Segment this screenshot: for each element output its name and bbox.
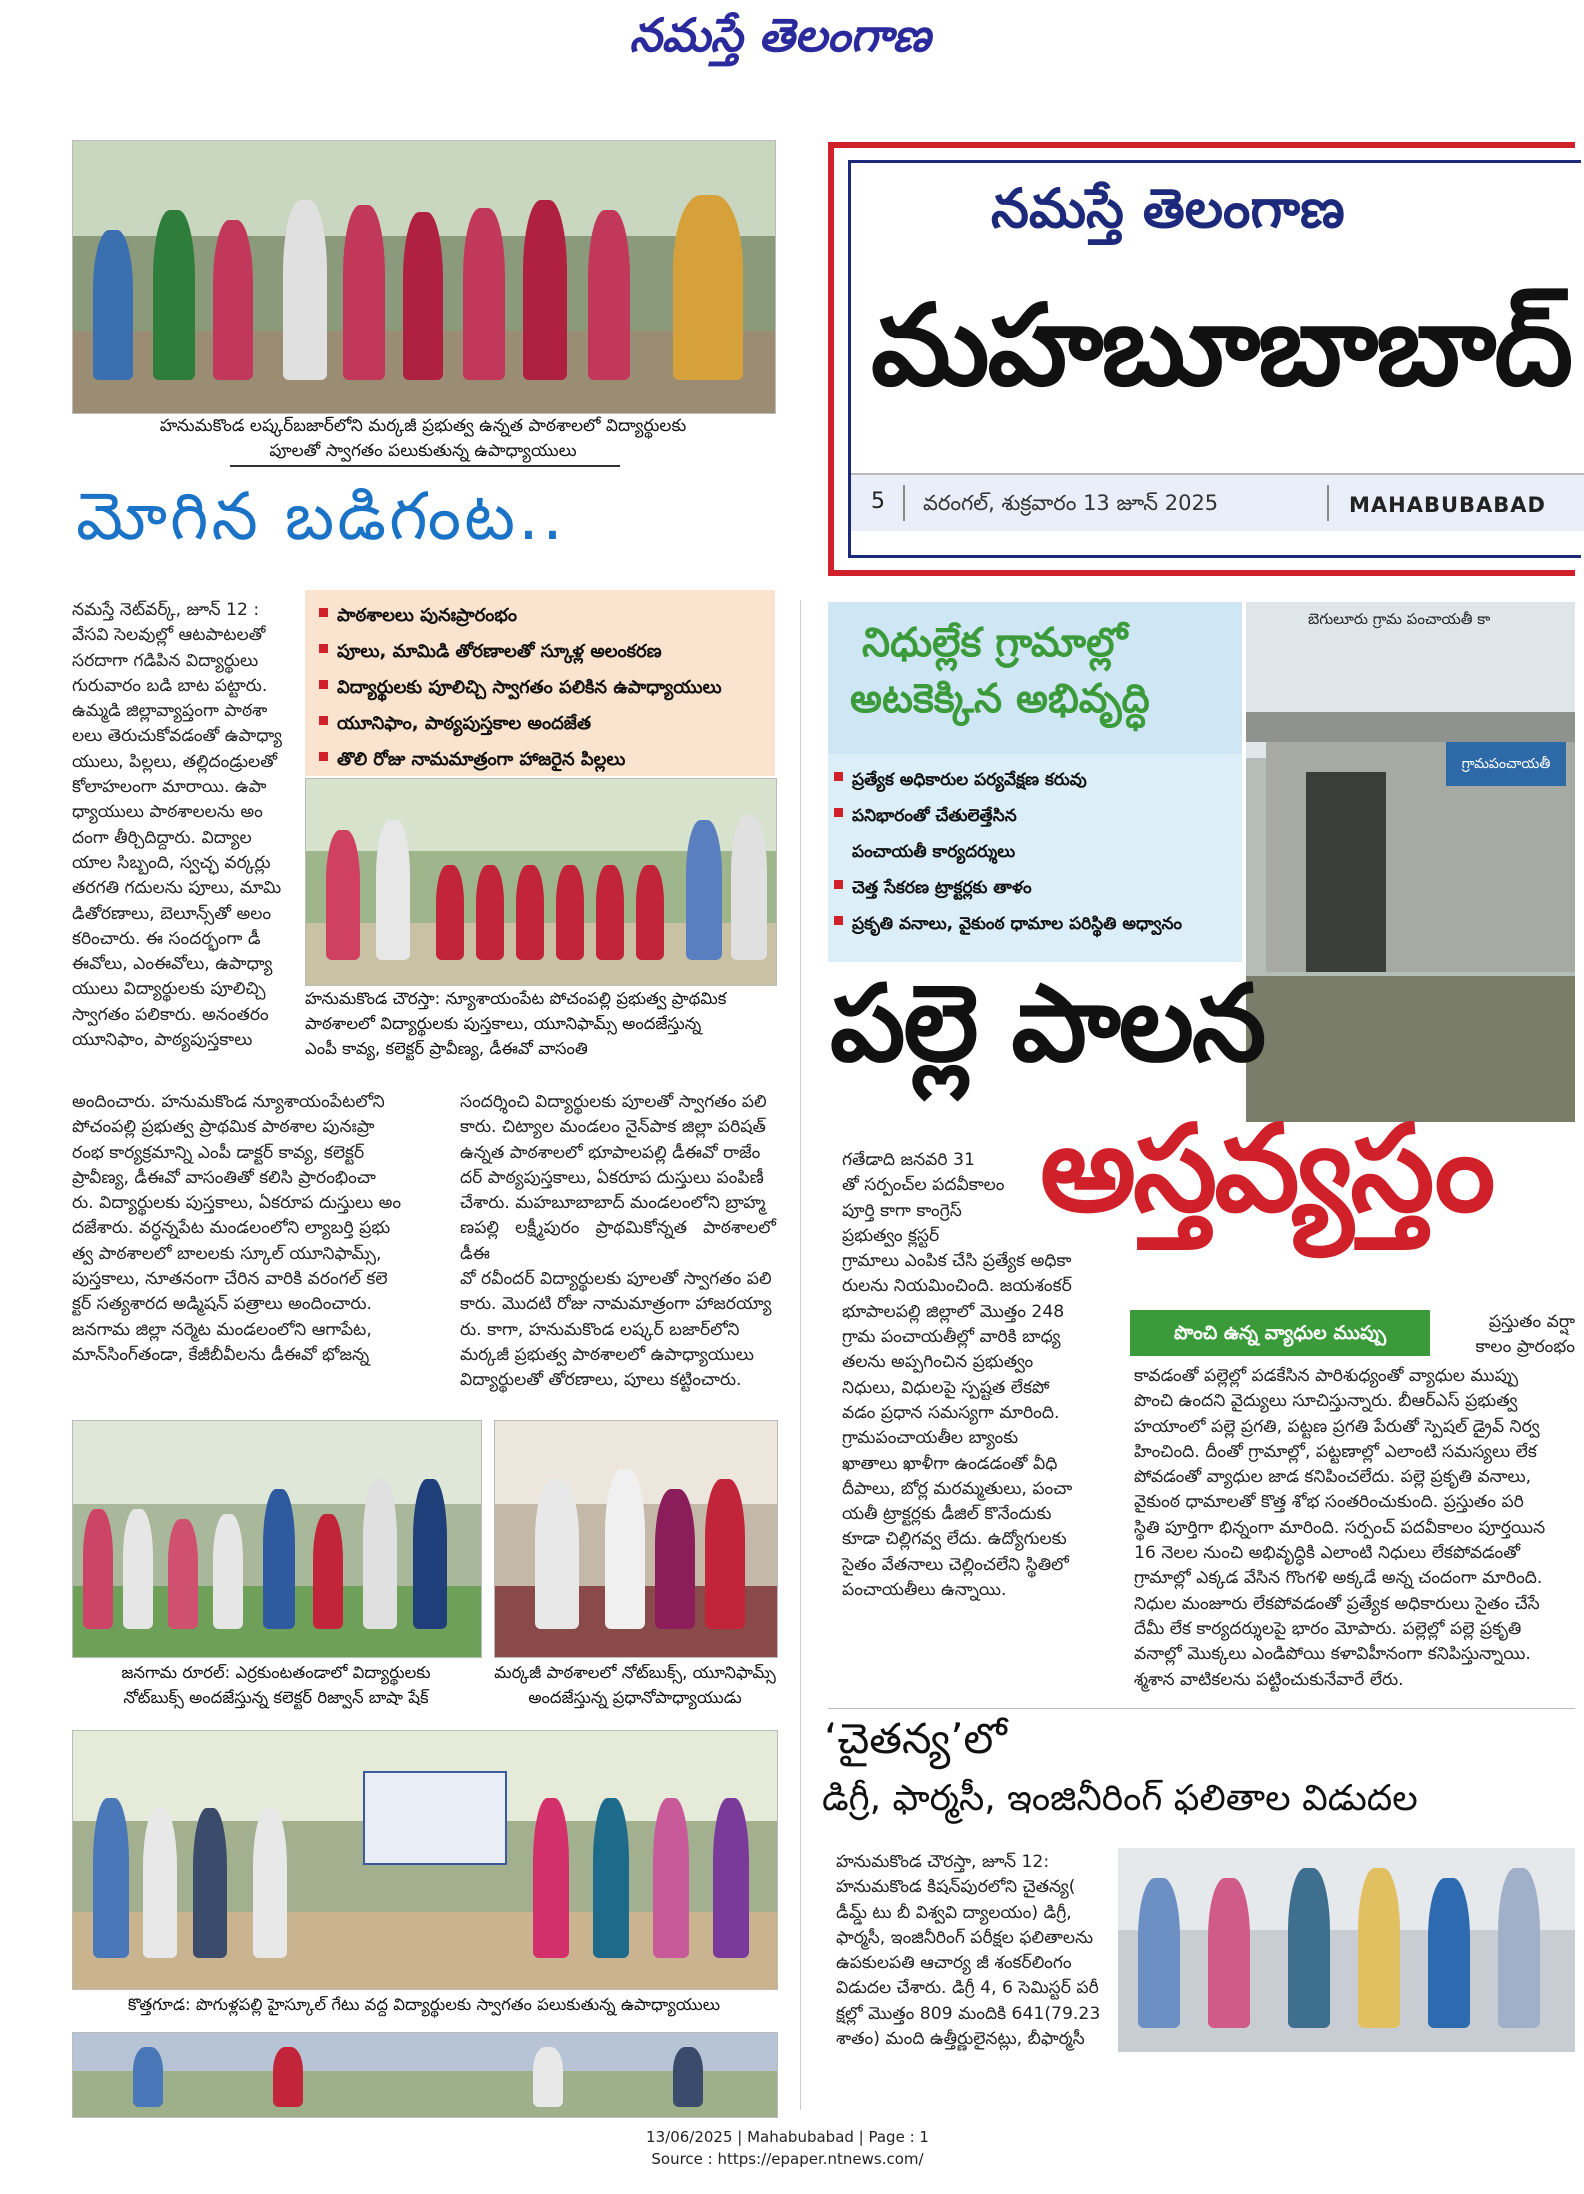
building-sign-text: గ్రామపంచాయతీ	[1461, 756, 1551, 772]
highlight-item: విద్యార్థులకు పూలిచ్చి స్వాగతం పలికిన ఉపాధ్యాయులు	[315, 670, 775, 706]
school-banner	[363, 1771, 507, 1865]
masthead-title: నమస్తే తెలంగాణ	[629, 8, 931, 62]
edition-dateline: వరంగల్, శుక్రవారం 13 జూన్ 2025	[923, 491, 1219, 515]
schools-story-col3: సందర్శించి విద్యార్థులకు పూలతో స్వాగతం పలి కారు. చిట్యాల మండలం నైన్‌పాక జిల్లా పరిషత్ ఉన్నత పాఠశాలలో భూపాలపల్లి డీఈవో రాజేం దర్ పాఠ్యపుస్తకాలు, ఏకరూప దుస్తులు పంపిణీ చేశారు. మహబూబాబాద్ మండలంలోని బ్రాహ్మ ణపల్లి లక్ష్మీపురం ప్రాథమికోన్నత పాఠశాలలో డీఈ వో రవీందర్ విద్యార్థులకు పూలతో స్వాగతం పలి కారు. మొదటి రోజు నామమాత్రంగా హాజరయ్యా రు. కాగా, హనుమకొండ లష్కర్ బజార్‌లోని మర్కజీ ప్రభుత్వ పాఠశాలలో ఉపాధ్యాయులు విద్యార్థులతో తోరణాలు, పూలు కట్టించారు.	[460, 1092, 776, 1391]
edition-page-number: 5	[871, 489, 885, 514]
notebooks-photo-right	[494, 1420, 778, 1658]
village-highlight-item: చెత్త సేకరణ ట్రాక్టర్లకు తాళం	[830, 870, 1240, 906]
notebooks-caption-left: జనగామ రూరల్: ఎర్రకుంటతండాలో విద్యార్థులకు నోట్‌బుక్స్ అందజేస్తున్న కలెక్టర్ రిజ్వాన్ బాషా షేక్	[121, 1663, 431, 1707]
village-highlight-item: పనిభారంతో చేతులెత్తేసిన పంచాయతీ కార్యదర్శులు	[830, 798, 1240, 870]
edition-name-english: MAHABUBABAD	[1349, 493, 1546, 517]
village-kicker-line2: అటకెక్కిన అభివృద్ధి	[850, 676, 1150, 722]
results-release-photo	[1118, 1848, 1575, 2052]
masthead-logo	[560, 8, 1000, 72]
village-headline-1: పల్లె పాలన	[830, 962, 1265, 1085]
footer-source: Source : https://epaper.ntnews.com/	[651, 2150, 924, 2168]
mid-photo-caption: హనుమకొండ చౌరస్తా: న్యూశాయంపేట పోచంపల్లి ప్రభుత్వ ప్రాథమిక పాఠశాలలో విద్యార్థులకు పుస్తకాలు, యూనిఫామ్స్ అందజేస్తున్న ఎంపీ కావ్య, కలెక్టర్ ప్రావీణ్య, డీఈవో వాసంతి	[305, 989, 727, 1058]
gate-photo-caption: కొత్తగూడ: పొగుళ్లపల్లి హైస్కూల్ గేటు వద్ద విద్యార్థులకు స్వాగతం పలుకుతున్న ఉపాధ్యాయులు	[127, 1995, 721, 2014]
notebooks-caption-right: మర్కజీ పాఠశాలలో నోట్‌బుక్స్, యూనిఫామ్స్ అందజేస్తున్న ప్రధానోపాధ్యాయుడు	[494, 1663, 776, 1707]
story-divider	[828, 1708, 1575, 1709]
highlight-item: పూలు, మామిడి తోరణాలతో స్కూళ్ల అలంకరణ	[315, 634, 775, 670]
edition-box	[828, 142, 1575, 576]
chaitanya-body: హనుమకొండ చౌరస్తా, జూన్ 12: హనుమకొండ కిషన్‌పురలోని చైతన్య( డీమ్డ్ టు బీ విశ్వవి ద్యాలయం) డిగ్రీ, ఫార్మసీ, ఇంజినీరింగ్ పరీక్షల ఫలితాలను ఉపకులపతి ఆచార్య జీ శంకర్‌లింగం విడుదల చేశారు. డిగ్రీ 4, 6 సెమిస్టర్ పరీ క్షల్లో మొత్తం 809 మందికి 641(79.23 శాతం) మంది ఉత్తీర్ణులైనట్లు, బీఫార్మసీ	[836, 1852, 1101, 2050]
village-kicker-line1: నిధుల్లేక గ్రామాల్లో	[862, 620, 1128, 666]
village-photo-credit: బెగులూరు గ్రామ పంచాయతీ కా	[1308, 610, 1491, 628]
edition-divider	[1327, 485, 1329, 521]
schools-highlights	[315, 598, 775, 778]
chaitanya-headline-1: ‘చైతన్య’లో	[824, 1714, 1007, 1763]
edition-paper-name: నమస్తే తెలంగాణ	[991, 177, 1345, 240]
village-highlights	[830, 762, 1240, 942]
village-story-col-b-top: ప్రస్తుతం వర్షా కాలం ప్రారంభం	[1475, 1312, 1575, 1358]
edition-box-inner	[848, 160, 1581, 558]
disease-subhead: పొంచి ఉన్న వ్యాధుల ముప్పు	[1130, 1310, 1430, 1356]
top-photo-caption: హనుమకొండ లష్కర్‌బజార్‌లోని మర్కజీ ప్రభుత్వ ఉన్నత పాఠశాలలో విద్యార్థులకు పూలతో స్వాగతం పలుకుతున్న ఉపాధ్యాయులు	[159, 416, 687, 461]
highlight-item: యూనిఫాం, పాఠ్యపుస్తకాల అందజేత	[315, 706, 775, 742]
page-footer	[0, 2126, 1575, 2170]
building-sign	[1446, 742, 1566, 786]
village-highlight-item: ప్రత్యేక అధికారుల పర్యవేక్షణ కరువు	[830, 762, 1240, 798]
column-divider	[800, 600, 801, 2110]
school-gate-photo	[72, 1730, 778, 1990]
highlight-item: తొలి రోజు నామమాత్రంగా హాజరైన పిల్లలు	[315, 742, 775, 778]
edition-divider	[903, 485, 905, 521]
village-story-col-a: గతేడాది జనవరి 31 తో సర్పంచ్‌ల పదవీకాలం పూర్తి కాగా కాంగ్రెస్ ప్రభుత్వం క్లస్టర్ గ్రామాలు ఎంపిక చేసి ప్రత్యేక అధికా రులను నియమించింది. జయశంకర్ భూపాలపల్లి జిల్లాలో మొత్తం 248 గ్రామ పంచాయతీల్లో వారికి బాధ్య తలను అప్పగించిన ప్రభుత్వం నిధులు, విధులపై స్పష్టత లేకపో వడం ప్రధాన సమస్యగా మారింది. గ్రామపంచాయతీల బ్యాంకు ఖాతాలు ఖాళీగా ఉండడంతో వీధి దీపాలు, బోర్ల మరమ్మతులు, పంచా యతీ ట్రాక్టర్లకు డీజిల్ కొనేందుకు కూడా చిల్లిగవ్వ లేదు. ఉద్యోగులకు సైతం వేతనాలు చెల్లించలేని స్థితిలో పంచాయతీలు ఉన్నాయి.	[842, 1150, 1073, 1601]
highlight-item: పాఠశాలలు పునఃప్రారంభం	[315, 598, 775, 634]
building-doorway	[1306, 772, 1386, 972]
village-story-col-b: కావడంతో పల్లెల్లో పడకేసిన పారిశుధ్యంతో వ్యాధుల ముప్పు పొంచి ఉందని వైద్యులు సూచిస్తున్నారు. బీఆర్‌ఎస్ ప్రభుత్వ హయాంలో పల్లె ప్రగతి, పట్టణ ప్రగతి పేరుతో స్పెషల్ డ్రైవ్ నిర్వ హించింది. దీంతో గ్రామాల్లో, పట్టణాల్లో ఎలాంటి సమస్యలు లేక పోవడంతో వ్యాధుల జాడ కనిపించలేదు. పల్లె ప్రకృతి వనాలు, వైకుంఠ ధామాలతో కొత్త శోభ సంతరించుకుంది. ప్రస్తుతం పరి స్థితి పూర్తిగా భిన్నంగా మారింది. సర్పంచ్ పదవీకాలం పూర్తయిన 16 నెలల నుంచి అభివృద్ధికి ఎలాంటి నిధులు లేకపోవడంతో గ్రామాల్లో ఎక్కడ వేసిన గొంగళి అక్కడే అన్న చందంగా మారింది. నిధుల మంజూరు లేకపోవడంతో ప్రత్యేక అధికారులు సైతం చేసే దేమీ లేక కార్యదర్శులపై భారం మోపారు. పల్లెల్లో పల్లె ప్రకృతి వనాల్లో మొక్కలు ఎండిపోయి కళావిహీనంగా కనిపిస్తున్నాయి. శ్మశాన వాటికలను పట్టించుకునేవారే లేరు.	[1134, 1366, 1546, 1690]
building-roof	[1246, 712, 1575, 742]
schools-story-col2: అందించారు. హనుమకొండ న్యూశాయంపేటలోని పోచంపల్లి ప్రభుత్వ ప్రాథమిక పాఠశాల పునఃప్రా రంభ కార్యక్రమాన్ని ఎంపీ డాక్టర్ కావ్య, కలెక్టర్ ప్రావీణ్య, డీఈవో వాసంతితో కలిసి ప్రారంభించా రు. విద్యార్థులకు పుస్తకాలు, ఏకరూప దుస్తులు అం దజేశారు. వర్ధన్నపేట మండలంలోని ల్యాబర్తి ప్రభు త్వ పాఠశాలలో బాలలకు స్కూల్ యూనిఫామ్స్, పుస్తకాలు, నూతనంగా చేరిన వారికి వరంగల్ కలె క్టర్ సత్యశారద అడ్మిషన్ పత్రాలు అందించారు. జనగామ జిల్లా నర్మెట మండలంలోని ఆగాపేట, మాన్‌సింగ్‌తండా, కేజీబీవీలను డీఈవో భోజన్న	[72, 1092, 402, 1365]
school-welcome-photo	[72, 140, 776, 414]
schools-reopen-headline: మోగిన బడిగంట..	[76, 478, 566, 555]
chaitanya-headline-2: డిగ్రీ, ఫార్మసీ, ఇంజినీరింగ్ ఫలితాల విడుదల	[822, 1778, 1418, 1819]
books-distribution-photo	[305, 778, 777, 986]
notebooks-photo-left	[72, 1420, 482, 1658]
footer-edition-info: 13/06/2025 | Mahabubabad | Page : 1	[646, 2128, 929, 2146]
village-headline-2: అస్తవ్యస్తం	[1040, 1100, 1493, 1239]
panchayat-building-photo	[1246, 602, 1575, 1122]
bottom-strip-photo	[72, 2032, 778, 2118]
edition-name: మహబూబాబాద్	[871, 281, 1572, 411]
village-highlight-item: ప్రకృతి వనాలు, వైకుంఠ ధామాల పరిస్థితి అధ్వానం	[830, 906, 1240, 942]
schools-story-col1: నమస్తే నెట్‌వర్క్, జూన్ 12 : వేసవి సెలవుల్లో ఆటపాటలతో సరదాగా గడిపిన విద్యార్థులు గురువారం బడి బాట పట్టారు. ఉమ్మడి జిల్లావ్యాప్తంగా పాఠశా లలు తెరుచుకోవడంతో ఉపాధ్యా యులు, పిల్లలు, తల్లిదండ్రులతో కోలాహలంగా మారాయి. ఉపా ధ్యాయులు పాఠశాలలను అం దంగా తీర్చిదిద్దారు. విద్యాల యాల సిబ్బంది, స్వచ్ఛ వర్కర్లు తరగతి గదులను పూలు, మామి డితోరణాలు, బెలూన్స్‌తో అలం కరించారు. ఈ సందర్భంగా డీ ఈవోలు, ఎంఈవోలు, ఉపాధ్యా యులు విద్యార్థులకు పూలిచ్చి స్వాగతం పలికారు. అనంతరం యూనిఫాం, పాఠ్యపుస్తకాలు	[72, 600, 282, 1051]
caption-underline	[230, 465, 620, 467]
